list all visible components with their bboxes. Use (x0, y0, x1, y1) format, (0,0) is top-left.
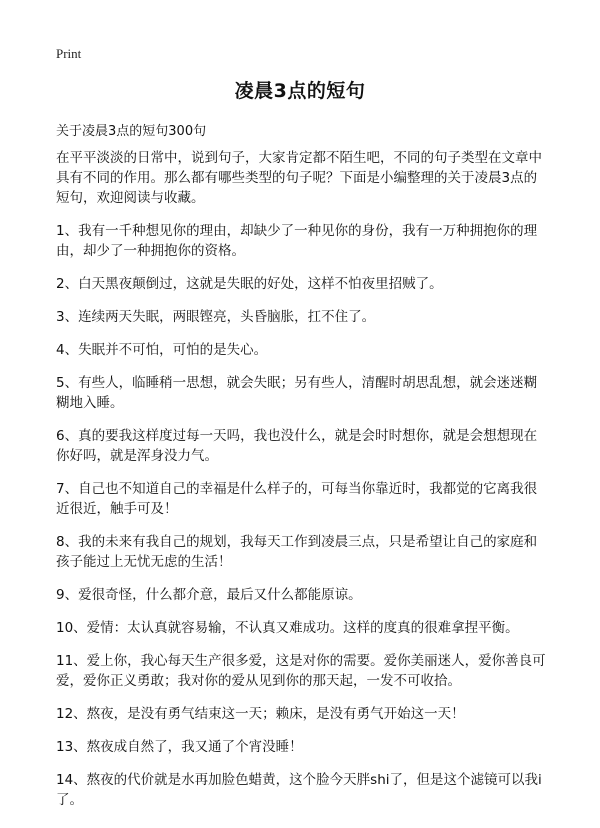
list-item: 13、熬夜成自然了，我又通了个宵没睡！ (56, 739, 303, 755)
list-item: 11、爱上你，我心每天生产很多爱，这是对你的需要。爱你美丽迷人，爱你善良可爱，爱你正义勇敢；我对你的爱从见到你的那天起，一发不可收拾。 (56, 653, 546, 689)
list-item: 12、熬夜，是没有勇气结束这一天；赖床，是没有勇气开始这一天！ (56, 706, 465, 722)
intro-paragraph: 在平平淡淡的日常中，说到句子，大家肯定都不陌生吧，不同的句子类型在文章中具有不同的作用。那么都有哪些类型的句子呢？下面是小编整理的关于凌晨3点的短句，欢迎阅读与收藏。 (56, 150, 542, 206)
list-item: 10、爱情：太认真就容易输，不认真又难成功。这样的度真的很难拿捏平衡。 (56, 620, 519, 636)
list-item: 1、我有一千种想见你的理由，却缺少了一种见你的身份，我有一万种拥抱你的理由，却少了一种拥抱你的资格。 (56, 223, 538, 259)
list-item: 5、有些人，临睡稍一思想，就会失眠；另有些人，清醒时胡思乱想，就会迷迷糊糊地入睡。 (56, 375, 538, 411)
list-item: 3、连续两天失眠，两眼铿亮，头昏脑胀，扛不住了。 (56, 309, 376, 325)
list-item: 9、爱很奇怪，什么都介意，最后又什么都能原谅。 (56, 587, 362, 603)
list-item: 14、熬夜的代价就是水再加脸色蜡黄，这个脸今天胖shi了，但是这个滤镜可以我i了。 (56, 772, 542, 808)
print-link[interactable]: Print (56, 46, 82, 61)
page-title: 凌晨3点的短句 (234, 80, 366, 102)
list-item: 4、失眠并不可怕，可怕的是失心。 (56, 342, 268, 358)
article-body (56, 148, 550, 823)
list-item: 6、真的要我这样度过每一天吗，我也没什么，就是会时时想你，就是会想想现在你好吗，就是浑身没力气。 (56, 428, 538, 464)
list-item: 8、我的未来有我自己的规划，我每天工作到凌晨三点，只是希望让自己的家庭和孩子能过上无忧无虑的生活！ (56, 534, 538, 570)
list-item: 2、白天黑夜颠倒过，这就是失眠的好处，这样不怕夜里招贼了。 (56, 276, 443, 292)
page-subtitle: 关于凌晨3点的短句300句 (56, 124, 207, 139)
list-item: 7、自己也不知道自己的幸福是什么样子的，可每当你靠近时，我都觉的它离我很近很近，触手可及！ (56, 481, 538, 517)
